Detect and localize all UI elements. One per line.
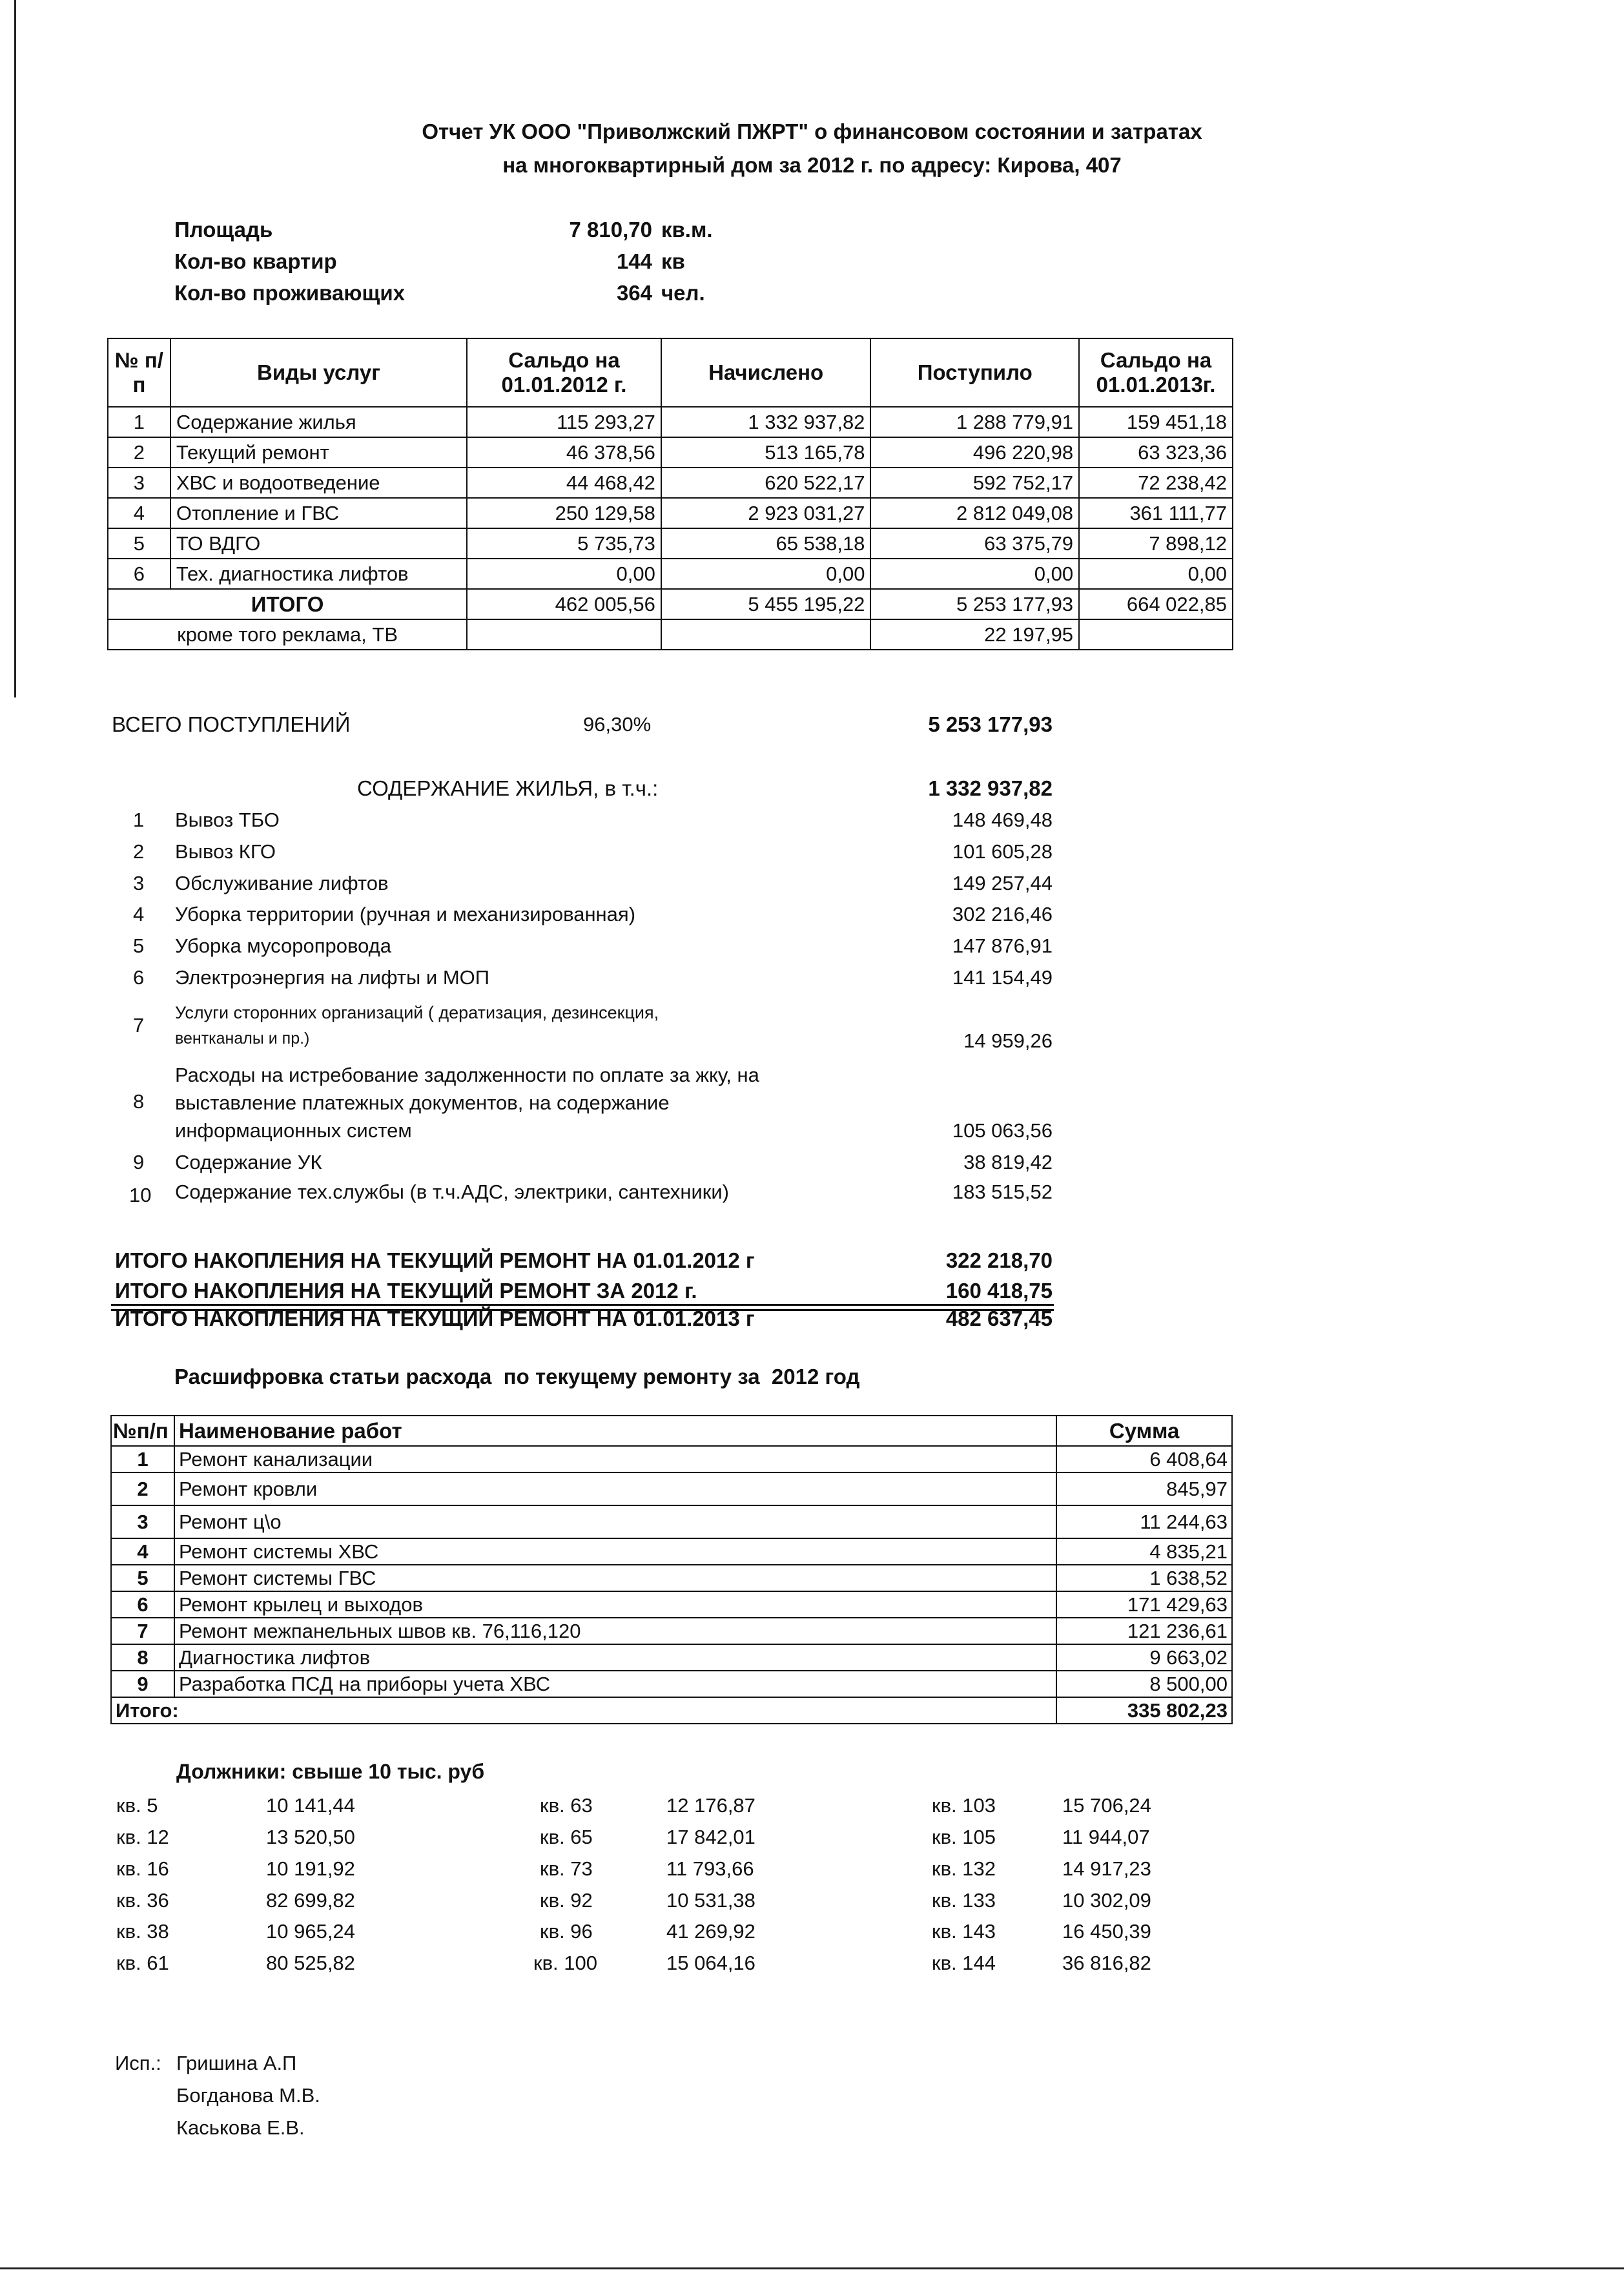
executor-name: Каськова Е.В. (176, 2116, 305, 2139)
row-work-name: Ремонт ц\о (174, 1505, 1056, 1538)
debtor-amount: 11 793,66 (666, 1857, 754, 1880)
row-work-name: Ремонт системы ХВС (174, 1538, 1056, 1565)
info-apartments-label: Кол-во квартир (174, 249, 337, 273)
maintenance-item-name: Содержание УК (175, 1151, 322, 1173)
maintenance-item-sum: 147 876,91 (952, 934, 1053, 957)
debtor-amount: 10 191,92 (266, 1857, 355, 1880)
maintenance-item-name: Содержание тех.службы (в т.ч.АДС, электрики, сантехники) (175, 1181, 729, 1203)
table-row (108, 559, 1233, 589)
total-received-label: ВСЕГО ПОСТУПЛЕНИЙ (112, 712, 351, 736)
maintenance-item-sum: 149 257,44 (952, 872, 1053, 894)
row-work-name: Ремонт межпанельных швов кв. 76,116,120 (174, 1618, 1056, 1644)
maintenance-item-sum: 14 959,26 (963, 1029, 1053, 1052)
total-received-percent: 96,30% (583, 713, 652, 736)
row-work-name: Диагностика лифтов (174, 1644, 1056, 1671)
debtor-amount: 10 302,09 (1062, 1889, 1151, 1912)
row-number: 8 (111, 1644, 174, 1671)
debtor-apartment: кв. 65 (540, 1826, 593, 1848)
row-service: Тех. диагностика лифтов (170, 559, 467, 589)
row-received: 0,00 (870, 559, 1079, 589)
repair-table-total-label: Итого: (111, 1697, 1056, 1724)
maintenance-item-number: 4 (133, 903, 145, 925)
info-area-label: Площадь (174, 218, 273, 242)
debtor-amount: 80 525,82 (266, 1952, 355, 1974)
repair-total-row (111, 1697, 1232, 1724)
info-residents-value: 364 (616, 281, 652, 305)
maintenance-amount: 1 332 937,82 (928, 776, 1053, 800)
header-balance-2012: Сальдо на 01.01.2012 г. (467, 338, 661, 407)
scan-edge-line (14, 0, 16, 697)
row-service: Содержание жилья (170, 407, 467, 437)
row-balance-end: 63 323,36 (1079, 437, 1233, 468)
debtor-amount: 17 842,01 (666, 1826, 755, 1848)
info-area-unit: кв.м. (661, 218, 713, 242)
row-number: 6 (108, 559, 170, 589)
maintenance-item-sum: 38 819,42 (963, 1151, 1053, 1173)
row-number: 1 (111, 1446, 174, 1472)
row-charged: 65 538,18 (661, 528, 871, 559)
info-apartments-value: 144 (616, 249, 652, 273)
repair-breakdown-table (110, 1415, 1233, 1724)
repair-table-total-sum: 335 802,23 (1056, 1697, 1232, 1724)
services-table-header (108, 338, 1233, 407)
repair-breakdown-heading: Расшифровка статьи расхода по текущему ремонту за 2012 год (174, 1365, 860, 1388)
header-number: № п/п (108, 338, 170, 407)
row-received: 496 220,98 (870, 437, 1079, 468)
maintenance-item-number: 9 (133, 1151, 145, 1173)
row-balance-start: 250 129,58 (467, 498, 661, 528)
header-number: №п/п (111, 1416, 174, 1446)
table-row (111, 1538, 1232, 1565)
row-number: 3 (108, 468, 170, 498)
repair-total-sum: 322 218,70 (945, 1248, 1053, 1272)
debtor-amount: 11 944,07 (1062, 1826, 1150, 1848)
extra-empty-cell (661, 619, 871, 650)
maintenance-item-number: 6 (133, 966, 145, 989)
debtor-amount: 41 269,92 (666, 1920, 755, 1943)
maintenance-item-sum: 105 063,56 (952, 1119, 1053, 1142)
table-row (111, 1618, 1232, 1644)
maintenance-item-sum: 141 154,49 (952, 966, 1053, 989)
maintenance-item-number: 5 (133, 934, 145, 957)
row-charged: 620 522,17 (661, 468, 871, 498)
maintenance-item-sum: 302 216,46 (952, 903, 1053, 925)
maintenance-item-name-line2: выставление платежных документов, на содержание (175, 1091, 670, 1114)
table-row (108, 437, 1233, 468)
row-received: 2 812 049,08 (870, 498, 1079, 528)
debtors-heading: Должники: свыше 10 тыс. руб (176, 1760, 485, 1783)
maintenance-item-number: 10 (129, 1184, 152, 1206)
services-extra-row (108, 619, 1233, 650)
extra-empty-cell (467, 619, 661, 650)
row-sum: 121 236,61 (1056, 1618, 1232, 1644)
row-received: 1 288 779,91 (870, 407, 1079, 437)
executors-label: Исп.: (115, 2052, 161, 2074)
row-number: 3 (111, 1505, 174, 1538)
executor-name: Богданова М.В. (176, 2084, 320, 2107)
row-service: ТО ВДГО (170, 528, 467, 559)
row-sum: 11 244,63 (1056, 1505, 1232, 1538)
row-balance-end: 72 238,42 (1079, 468, 1233, 498)
debtor-apartment: кв. 61 (116, 1952, 169, 1974)
debtor-apartment: кв. 12 (116, 1826, 169, 1848)
repair-total-sum: 160 418,75 (945, 1279, 1053, 1303)
extra-received: 22 197,95 (870, 619, 1079, 650)
row-number: 1 (108, 407, 170, 437)
maintenance-item-name: Вывоз ТБО (175, 809, 280, 831)
debtor-apartment: кв. 73 (540, 1857, 593, 1880)
header-charged: Начислено (661, 338, 871, 407)
row-work-name: Разработка ПСД на приборы учета ХВС (174, 1671, 1056, 1697)
total-label: ИТОГО (108, 589, 467, 619)
table-row (108, 528, 1233, 559)
debtor-apartment: кв. 92 (540, 1889, 593, 1912)
row-sum: 845,97 (1056, 1472, 1232, 1505)
info-apartments-unit: кв (661, 249, 685, 273)
row-number: 5 (111, 1565, 174, 1591)
maintenance-item-number: 1 (133, 809, 145, 831)
maintenance-item-name-line3: информационных систем (175, 1119, 412, 1142)
total-balance-end: 664 022,85 (1079, 589, 1233, 619)
row-number: 5 (108, 528, 170, 559)
table-row (111, 1671, 1232, 1697)
row-balance-start: 115 293,27 (467, 407, 661, 437)
header-received: Поступило (870, 338, 1079, 407)
row-balance-start: 44 468,42 (467, 468, 661, 498)
header-work-name: Наименование работ (174, 1416, 1056, 1446)
debtor-apartment: кв. 36 (116, 1889, 169, 1912)
report-title-line1: Отчет УК ООО "Приволжский ПЖРТ" о финансовом состоянии и затратах (422, 119, 1202, 143)
debtor-amount: 10 531,38 (666, 1889, 755, 1912)
maintenance-item-name: Уборка территории (ручная и механизированная) (175, 903, 636, 925)
table-row (111, 1644, 1232, 1671)
row-balance-end: 159 451,18 (1079, 407, 1233, 437)
row-balance-start: 0,00 (467, 559, 661, 589)
table-row (111, 1591, 1232, 1618)
maintenance-heading: СОДЕРЖАНИЕ ЖИЛЬЯ, в т.ч.: (357, 776, 659, 800)
debtor-apartment: кв. 143 (932, 1920, 996, 1943)
repair-total-label: ИТОГО НАКОПЛЕНИЯ НА ТЕКУЩИЙ РЕМОНТ НА 01.01.2012 г (115, 1248, 755, 1272)
maintenance-item-name: Электроэнергия на лифты и МОП (175, 966, 490, 989)
services-total-row (108, 589, 1233, 619)
maintenance-item-number: 8 (133, 1090, 145, 1113)
row-work-name: Ремонт крылец и выходов (174, 1591, 1056, 1618)
debtor-amount: 10 965,24 (266, 1920, 355, 1943)
services-table (107, 338, 1233, 650)
row-received: 63 375,79 (870, 528, 1079, 559)
debtor-amount: 14 917,23 (1062, 1857, 1151, 1880)
repair-totals-underline (111, 1304, 1054, 1306)
header-service-type: Виды услуг (170, 338, 467, 407)
row-work-name: Ремонт системы ГВС (174, 1565, 1056, 1591)
row-balance-end: 361 111,77 (1079, 498, 1233, 528)
debtor-apartment: кв. 5 (116, 1794, 158, 1817)
maintenance-item-name: Уборка мусоропровода (175, 934, 392, 957)
debtor-apartment: кв. 133 (932, 1889, 996, 1912)
repair-table-header (111, 1416, 1232, 1446)
executor-name: Гришина А.П (176, 2052, 297, 2074)
row-balance-start: 5 735,73 (467, 528, 661, 559)
row-number: 2 (108, 437, 170, 468)
row-sum: 9 663,02 (1056, 1644, 1232, 1671)
header-balance-2013: Сальдо на 01.01.2013г. (1079, 338, 1233, 407)
row-number: 4 (108, 498, 170, 528)
info-area-value: 7 810,70 (569, 218, 652, 242)
debtor-apartment: кв. 132 (932, 1857, 996, 1880)
debtor-apartment: кв. 96 (540, 1920, 593, 1943)
row-sum: 4 835,21 (1056, 1538, 1232, 1565)
total-received: 5 253 177,93 (870, 589, 1079, 619)
maintenance-item-name-line2: вентканалы и пр.) (175, 1029, 310, 1048)
debtor-apartment: кв. 38 (116, 1920, 169, 1943)
row-charged: 2 923 031,27 (661, 498, 871, 528)
debtor-amount: 16 450,39 (1062, 1920, 1151, 1943)
row-number: 7 (111, 1618, 174, 1644)
row-work-name: Ремонт кровли (174, 1472, 1056, 1505)
row-sum: 171 429,63 (1056, 1591, 1232, 1618)
debtor-apartment: кв. 100 (533, 1952, 597, 1974)
info-residents-label: Кол-во проживающих (174, 281, 405, 305)
table-row (111, 1446, 1232, 1472)
debtor-amount: 82 699,82 (266, 1889, 355, 1912)
table-row (108, 407, 1233, 437)
maintenance-item-number: 7 (133, 1014, 145, 1037)
extra-label: кроме того реклама, ТВ (108, 619, 467, 650)
row-number: 2 (111, 1472, 174, 1505)
repair-total-label: ИТОГО НАКОПЛЕНИЯ НА ТЕКУЩИЙ РЕМОНТ ЗА 2012 г. (115, 1279, 697, 1303)
header-sum: Сумма (1056, 1416, 1232, 1446)
debtor-amount: 15 706,24 (1062, 1794, 1151, 1817)
debtor-amount: 15 064,16 (666, 1952, 755, 1974)
row-number: 9 (111, 1671, 174, 1697)
maintenance-item-sum: 183 515,52 (952, 1181, 1053, 1203)
debtor-amount: 13 520,50 (266, 1826, 355, 1848)
table-row (108, 468, 1233, 498)
row-charged: 0,00 (661, 559, 871, 589)
row-work-name: Ремонт канализации (174, 1446, 1056, 1472)
row-number: 4 (111, 1538, 174, 1565)
row-balance-start: 46 378,56 (467, 437, 661, 468)
table-row (108, 498, 1233, 528)
debtor-apartment: кв. 144 (932, 1952, 996, 1974)
maintenance-item-name: Услуги сторонних организаций ( дератизация, дезинсекция, (175, 1003, 659, 1022)
row-balance-end: 7 898,12 (1079, 528, 1233, 559)
debtor-amount: 10 141,44 (266, 1794, 355, 1817)
row-service: ХВС и водоотведение (170, 468, 467, 498)
row-sum: 8 500,00 (1056, 1671, 1232, 1697)
maintenance-item-sum: 148 469,48 (952, 809, 1053, 831)
row-balance-end: 0,00 (1079, 559, 1233, 589)
row-sum: 6 408,64 (1056, 1446, 1232, 1472)
row-service: Текущий ремонт (170, 437, 467, 468)
debtor-apartment: кв. 16 (116, 1857, 169, 1880)
debtor-apartment: кв. 105 (932, 1826, 996, 1848)
maintenance-item-sum: 101 605,28 (952, 840, 1053, 863)
table-row (111, 1565, 1232, 1591)
total-charged: 5 455 195,22 (661, 589, 871, 619)
extra-empty-cell (1079, 619, 1233, 650)
report-title-line2: на многоквартирный дом за 2012 г. по адресу: Кирова, 407 (502, 153, 1122, 177)
row-sum: 1 638,52 (1056, 1565, 1232, 1591)
maintenance-item-number: 2 (133, 840, 145, 863)
row-number: 6 (111, 1591, 174, 1618)
repair-total-label: ИТОГО НАКОПЛЕНИЯ НА ТЕКУЩИЙ РЕМОНТ НА 01.01.2013 г (115, 1306, 755, 1330)
info-residents-unit: чел. (661, 281, 705, 305)
row-service: Отопление и ГВС (170, 498, 467, 528)
row-charged: 1 332 937,82 (661, 407, 871, 437)
debtor-apartment: кв. 103 (932, 1794, 996, 1817)
row-received: 592 752,17 (870, 468, 1079, 498)
scan-bottom-line (0, 2267, 1624, 2269)
total-received-amount: 5 253 177,93 (928, 712, 1053, 736)
debtor-amount: 36 816,82 (1062, 1952, 1151, 1974)
debtor-amount: 12 176,87 (666, 1794, 755, 1817)
table-row (111, 1472, 1232, 1505)
total-balance-start: 462 005,56 (467, 589, 661, 619)
row-charged: 513 165,78 (661, 437, 871, 468)
maintenance-item-name: Расходы на истребование задолженности по оплате за жку, на (175, 1064, 759, 1086)
maintenance-item-name: Вывоз КГО (175, 840, 276, 863)
maintenance-item-number: 3 (133, 872, 145, 894)
repair-total-sum: 482 637,45 (945, 1306, 1053, 1330)
maintenance-item-name: Обслуживание лифтов (175, 872, 389, 894)
debtor-apartment: кв. 63 (540, 1794, 593, 1817)
table-row (111, 1505, 1232, 1538)
